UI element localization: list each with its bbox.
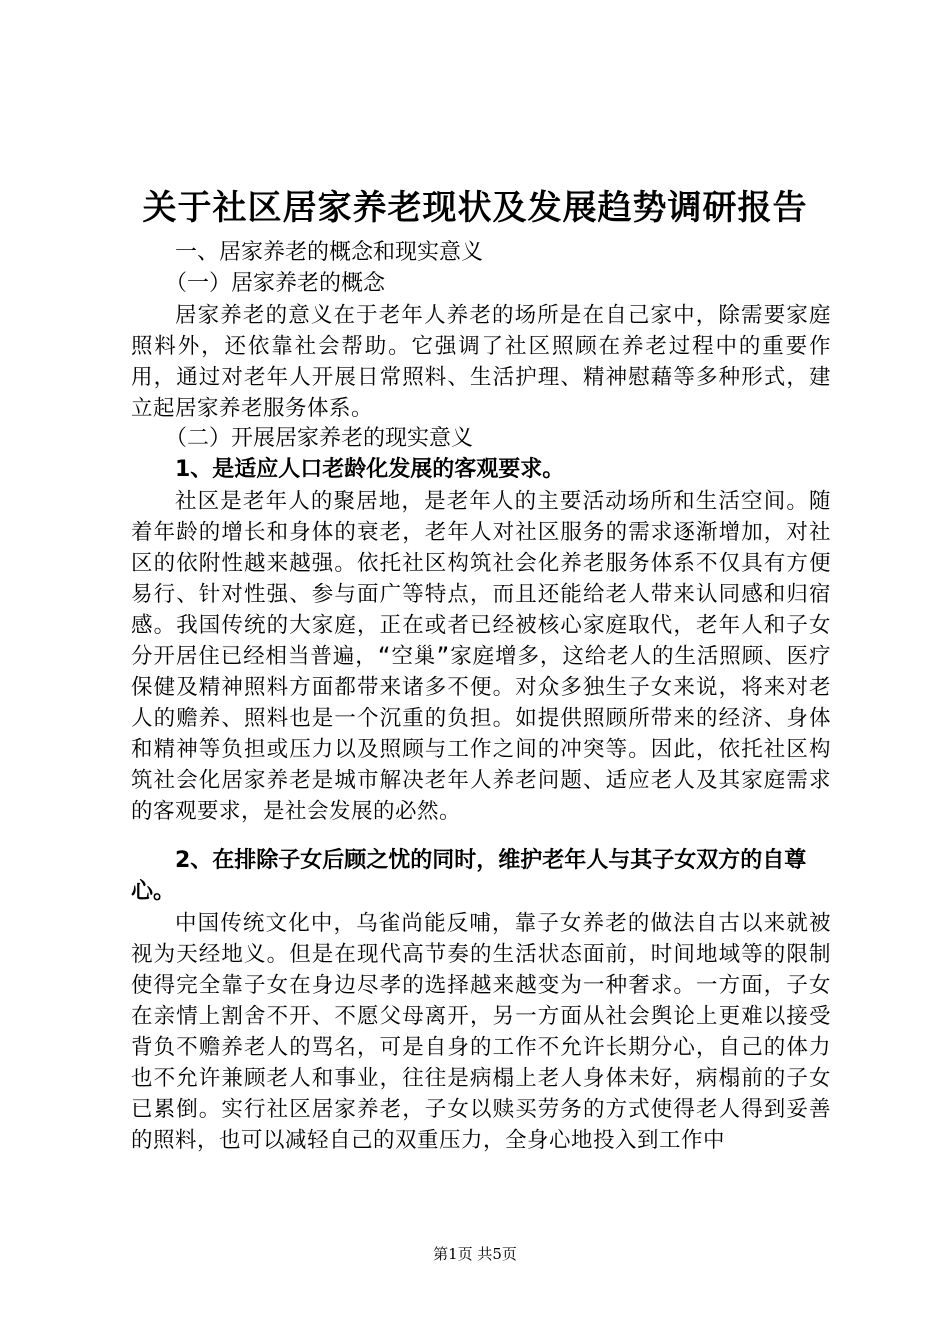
document-title: 关于社区居家养老现状及发展趋势调研报告 <box>142 188 808 228</box>
paragraph-aging: 社区是老年人的聚居地，是老年人的主要活动场所和生活空间。随着年龄的增长和身体的衰老，老年人对社区服务的需求逐渐增加，对社区的依附性越来越强。依托社区构筑社会化养老服务体系不仅具有方便易行、针对性强、参与面广等特点，而且还能给老人带来认同感和归宿感。我国传统的大家庭，正在或者已经被核心家庭取代，老年人和子女分开居住已经相当普遍，“空巢”家庭增多，这给老人的生活照顾、医疗保健及精神照料方面都带来诸多不便。对众多独生子女来说，将来对老人的赡养、照料也是一个沉重的负担。如提供照顾所带来的经济、身体和精神等负担或压力以及照顾与工作之间的冲突等。因此，依托社区构筑社会化居家养老是城市解决老年人养老问题、适应老人及其家庭需求的客观要求，是社会发展的必然。 <box>131 489 831 824</box>
point-heading-1: 1、是适应人口老龄化发展的客观要求。 <box>175 457 565 482</box>
point-heading-2: 2、在排除子女后顾之忧的同时，维护老年人与其子女双方的自尊心。 <box>131 848 807 904</box>
page-number-footer: 第1页 共5页 <box>433 1245 517 1263</box>
section-heading-1: 一、居家养老的概念和现实意义 <box>175 240 484 265</box>
paragraph-concept: 居家养老的意义在于老年人养老的场所是在自己家中，除需要家庭照料外，还依靠社会帮助。它强调了社区照顾在养老过程中的重要作用，通过对老年人开展日常照料、生活护理、精神慰藉等多种形式，建立起居家养老服务体系。 <box>131 303 831 421</box>
subsection-heading-2: （二）开展居家养老的现实意义 <box>165 426 474 451</box>
subsection-heading-1: （一）居家养老的概念 <box>165 271 386 296</box>
paragraph-children: 中国传统文化中，乌雀尚能反哺，靠子女养老的做法自古以来就被视为天经地义。但是在现代高节奏的生活状态面前，时间地域等的限制使得完全靠子女在身边尽孝的选择越来越变为一种奢求。一方面，子女在亲情上割舍不开、不愿父母离开，另一方面从社会舆论上更难以接受背负不赡养老人的骂名，可是自身的工作不允许长期分心，自己的体力也不允许兼顾老人和事业，往往是病榻上老人身体未好，病榻前的子女已累倒。实行社区居家养老，子女以赎买劳务的方式使得老人得到妥善的照料，也可以减轻自己的双重压力，全身心地投入到工作中 <box>131 911 831 1153</box>
